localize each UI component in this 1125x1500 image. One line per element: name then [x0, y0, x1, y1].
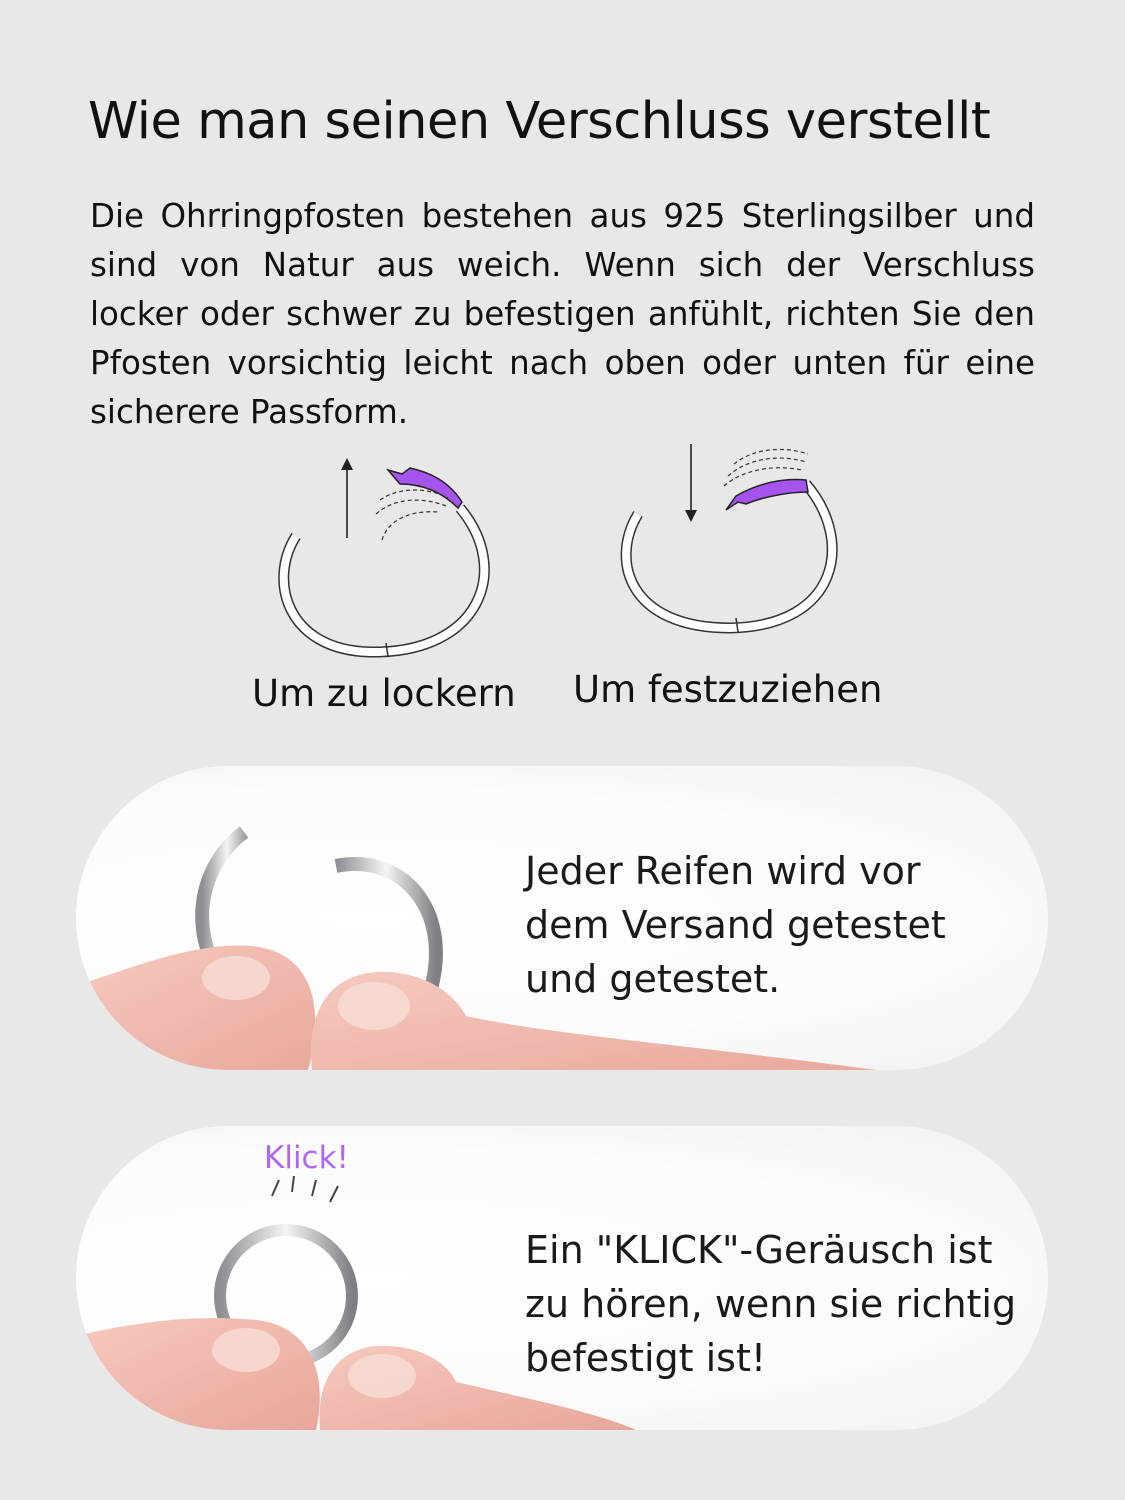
click-sound-line-3: befestigt ist! — [525, 1336, 767, 1380]
klick-badge: Klick! — [264, 1140, 349, 1176]
click-sound-line-1: Ein "KLICK"-Geräusch ist — [525, 1228, 993, 1272]
click-sound-line-2: zu hören, wenn sie richtig — [525, 1282, 1017, 1326]
intro-paragraph: Die Ohrringpfosten bestehen aus 925 Sterlingsilber und sind von Natur aus weich. Wenn sich der Verschluss locker oder schwer zu befestigen anfühlt, richten Sie den Pfosten vorsichtig leicht nach oben oder unten für eine sicherere Passform. — [90, 197, 1035, 431]
quality-test-card — [76, 766, 1048, 1070]
hoop-diagrams — [250, 440, 910, 670]
hoop-loosen-icon — [284, 458, 485, 656]
quality-test-line-3: und getestet. — [525, 957, 781, 1001]
quality-test-text — [525, 844, 946, 1006]
adjustment-diagram — [250, 440, 910, 740]
tighten-label: Um festzuziehen — [573, 668, 883, 711]
hoop-tighten-icon — [626, 444, 832, 632]
loosen-label: Um zu lockern — [252, 672, 516, 715]
click-sound-card — [76, 1126, 1048, 1430]
page-title: Wie man seinen Verschluss verstellt — [88, 92, 991, 151]
quality-test-line-2: dem Versand getestet — [525, 903, 946, 947]
quality-test-line-1: Jeder Reifen wird vor — [525, 849, 921, 893]
click-sound-text — [525, 1223, 1016, 1385]
